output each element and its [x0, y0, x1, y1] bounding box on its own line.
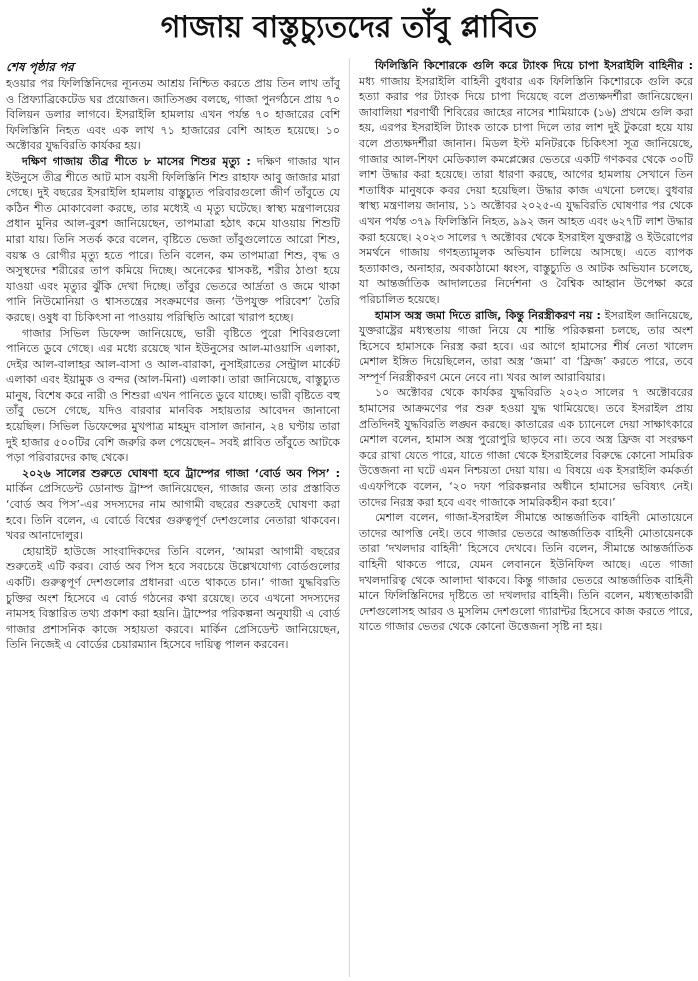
paragraph — [6, 76, 340, 154]
paragraph-text: মেশাল বলেন, গাজা-ইসরাইল সীমান্তে আন্তর্জাতিক বাহিনী মোতায়েনে তাদের আপত্তি নেই। তবে গাজার ভেতরে আন্তর্জাতিক বাহিনী মোতায়েনকে তারা ‘দখলদার বাহিনী’ হিসেবে দেখবে। তিনি বলেন, সীমান্তে আন্তর্জাতিক বাহিনী থাকতে পারে, যেমন লেবাননে ইউনিফিল আছে। এতে গাজা দখলদারিত্ব থেকে আলাদা থাকবে। কিন্তু গাজার ভেতরে আন্তর্জাতিক বাহিনী মানে ফিলিস্তিনিদের দৃষ্টিতে তা দখলদার বাহিনী। তিনি বলেন, মধ্যস্থতাকারী দেশগুলোসহ আরব ও মুসলিম দেশগুলো গ্যারান্টর হিসেবে কাজ করতে পারে, যাতে গাজার ভেতর থেকে কোনো উত্তেজনা সৃষ্টি না হয়। — [359, 511, 693, 634]
headline: গাজায় বাস্তুচ্যুতদের তাঁবু প্লাবিত — [160, 10, 538, 45]
paragraph-text: দক্ষিণ গাজার খান ইউনুসে তীব্র শীতে আট মাস বয়সী ফিলিস্তিনি শিশু রাহাফ আবু জাজার মারা গেছে। দুই বছরের ইসরাইলি হামলায় বাস্তুচ্যুত পরিবারগুলো জীর্ণ তাঁবুতে যে কঠিন শীত মোকাবেলা করছে, তার মধ্যেই এ মৃত্যু ঘটেছে। স্বাস্থ্য মন্ত্রণালয়ের প্রধান মুনির আল-বুরশ জানিয়েছেন, তাপমাত্রা হঠাৎ কমে যাওয়ায় শিশুটি মারা যায়। তিনি সতর্ক করে বলেন, বৃষ্টিতে ভেজা তাঁবুগুলোতে আরো শিশু, বয়স্ক ও রোগীর মৃত্যু হতে পারে। তিনি বলেন, কম তাপমাত্রা শিশু, বৃদ্ধ ও অসুস্থদের শরীরের তাপ কমিয়ে দিচ্ছে। অনেকের শ্বাসকষ্ট, শরীর ঠাণ্ডা হয়ে যাওয়া এবং মৃত্যুর ঝুঁকি দেখা দিচ্ছে। তাঁবুর ভেতরে আর্দ্রতা ও জমে থাকা পানি নিউমোনিয়া ও শ্বাসতন্ত্রের সংক্রমণের জন্য ‘উপযুক্ত পরিবেশ’ তৈরি করছে। ওষুধ বা চিকিৎসা না পাওয়ায় পরিস্থিতি আরো খারাপ হচ্ছে। — [6, 154, 340, 324]
paragraph — [359, 58, 693, 308]
column-divider — [349, 58, 350, 977]
subhead: হামাস অস্ত্র জমা দিতে রাজি, কিন্তু নিরস্ত্রীকরণ নয় : — [375, 308, 601, 322]
subhead: ২০২৬ সালের শুরুতে ঘোষণা হবে ট্রাম্পের গাজা ‘বোর্ড অব পিস’ : — [22, 466, 340, 480]
paragraph-text: ১০ অক্টোবর থেকে কার্যকর যুদ্ধবিরতি ২০২৩ সালের ৭ অক্টোবরের হামাসের আক্রমণের পর শুরু হওয়া যুদ্ধ থামিয়েছে। তবে ইসরাইল প্রায় প্রতিদিনই যুদ্ধবিরতি লঙ্ঘন করছে। কাতারের এক চ্যানেলে দেয়া সাক্ষাৎকারে মেশাল বলেন, হামাস অস্ত্র পুরোপুরি ছাড়বে না। তবে অস্ত্র ফ্রিজ বা সংরক্ষণ করে রাখা যেতে পারে, যাতে গাজা থেকে ইসরাইলের বিরুদ্ধে কোনো সামরিক উত্তেজনা না ঘটে এমন নিশ্চয়তা দেয়া যায়। এ বিষয়ে এক ইসরাইলি কর্মকর্তা এএফপিকে বলেন, ‘২০ দফা পরিকল্পনার অধীনে হামাসের ভবিষ্যৎ নেই। তাদের নিরস্ত্র করা হবে এবং গাজাকে সামরিকহীন করা হবে।’ — [359, 386, 693, 509]
paragraph-text: ইসরাইল জানিয়েছে, যুক্তরাষ্ট্রের মধ্যস্থতায় গাজা নিয়ে যে শান্তি পরিকল্পনা চলছে, তার অংশ হিসেবে হামাসকে নিরস্ত্র করা হবে। এর আগে হামাসের শীর্ষ নেতা খালেদ মেশাল ইঙ্গিত দিয়েছিলেন, তারা অস্ত্র ‘জমা’ বা ‘ফ্রিজ’ করতে পারে, তবে সম্পূর্ণ নিরস্ত্রীকরণ মেনে নেবে না। খবর আল আরাবিয়ার। — [359, 308, 693, 384]
paragraph-text: হোয়াইট হাউজে সাংবাদিকদের তিনি বলেন, ‘আমরা আগামী বছরের শুরুতেই এটি করব। বোর্ড অব পিস হবে সবচেয়ে উল্লেখযোগ্য বোর্ডগুলোর একটি। গুরুত্বপূর্ণ দেশগুলোর প্রধানরা এতে থাকতে চান।’ গাজা যুদ্ধবিরতি চুক্তির অংশ হিসেবে এ বোর্ড গঠনের কথা রয়েছে। তবে এখনো সদস্যদের নামসহ বিস্তারিত তথ্য প্রকাশ করা হয়নি। ট্রাম্পের পরিকল্পনা অনুযায়ী এ বোর্ড গাজার প্রশাসনিক কাজে সহায়তা করবে। মার্কিন প্রেসিডেন্ট জানিয়েছেন, তিনি নিজেই এ বোর্ডের চেয়ারম্যান হিসেবে দায়িত্ব পালন করবেন। — [6, 544, 340, 652]
continuation-label: শেষ পৃষ্ঠার পর — [6, 60, 74, 74]
right-column — [359, 58, 693, 635]
paragraph — [6, 154, 340, 326]
columns — [6, 58, 692, 977]
paragraph — [6, 326, 340, 466]
paragraph — [6, 466, 340, 544]
left-column — [6, 58, 340, 653]
paragraph-text: হওয়ার পর ফিলিস্তিনিদের ন্যূনতম আশ্রয় নিশ্চিত করতে প্রায় তিন লাখ তাঁবু ও প্রিফ্যাব্রিকেটেড ঘর প্রয়োজন। জাতিসঙ্ঘ বলছে, গাজা পুনর্গঠনে প্রায় ৭০ বিলিয়ন ডলার লাগবে। ইসরাইলি হামলায় এখন পর্যন্ত ৭০ হাজারের বেশি ফিলিস্তিনি নিহত এবং এক লাখ ৭১ হাজারের বেশি আহত হয়েছে। ১০ অক্টোবর যুদ্ধবিরতি কার্যকর হয়। — [6, 77, 340, 153]
paragraph — [359, 308, 693, 386]
paragraph-text: মধ্য গাজায় ইসরাইলি বাহিনী বুধবার এক ফিলিস্তিনি কিশোরকে গুলি করে হত্যা করার পর ট্যাংক দিয়ে চাপা দিয়েছে বলে প্রত্যক্ষদর্শীরা জানিয়েছেন। জাবালিয়া শরণার্থী শিবিরের জাহের নাসের শামিয়াকে (১৬) প্রথমে গুলি করা হয়, এরপর ইসরাইলি ট্যাংক তাকে চাপা দিলে তার লাশ দুই টুকরো হয়ে যায় বলে প্রত্যক্ষদর্শীরা জানান। মিডল ইস্ট মনিটরকে চিকিৎসা সূত্র জানিয়েছে, গাজার আল-শিফা মেডিক্যাল কমপ্লেক্সের ভেতরে একটি গণকবর থেকে ৩০টি লাশ উদ্ধার করা হয়েছে। তারা ধারণা করছে, আগের হামলায় সেখানে তিন শতাধিক মানুষকে কবর দেয়া হয়েছিল। উদ্ধার কাজ এখনো চলছে। বুধবার স্বাস্থ্য মন্ত্রণালয় জানায়, ১১ অক্টোবর ২০২৫-এ যুদ্ধবিরতি ঘোষণার পর থেকে এখন পর্যন্ত ৩৭৯ ফিলিস্তিনি নিহত, ৯৯২ জন আহত এবং ৬২৭টি লাশ উদ্ধার করা হয়েছে। ২০২৩ সালের ৭ অক্টোবর থেকে ইসরাইল যুক্তরাষ্ট্র ও ইউরোপের সমর্থনে গাজায় গণহত্যামূলক অভিযান চালিয়ে আসছে। এতে ব্যাপক হত্যাকাণ্ড, অনাহার, অবকাঠামো ধ্বংস, বাস্তুচ্যুতি ও আটক অভিযান চলেছে, যা আন্তর্জাতিক আদালতের নির্দেশনা ও বৈশ্বিক আহ্বান উপেক্ষা করে পরিচালিত হয়েছে। — [359, 74, 693, 306]
paragraph-text: গাজার সিভিল ডিফেন্স জানিয়েছে, ভারী বৃষ্টিতে পুরো শিবিরগুলো পানিতে ডুবে গেছে। এর মধ্যে রয়েছে খান ইউনুসের আল-মাওয়াসি এলাকা, দেইর আল-বালাহর আল-বাসা ও আল-বারাকা, নুসাইরাতের সেন্ট্রাল মার্কেট এলাকা এবং ইয়ামুক ও বন্দর (আল-মিনা) এলাকা। তারা জানিয়েছে, বাস্তুচ্যুত মানুষ, বিশেষ করে নারী ও শিশুরা এখন পানিতে ডুবে যাচ্ছে। ভারী বৃষ্টিতে বহু তাঁবু ভেসে গেছে, যদিও বারবার মানবিক সহায়তার আবেদন জানানো হয়েছিল। সিভিল ডিফেন্সের মুখপাত্র মাহমুদ বাসাল জানান, ২৪ ঘণ্টায় তারা দুই হাজার ৫০০টির বেশি জরুরি কল পেয়েছেন– সবই প্লাবিত তাঁবুতে আটকে পড়া পরিবারদের কাছ থেকে। — [6, 326, 340, 465]
paragraph — [6, 544, 340, 653]
subhead: দক্ষিণ গাজায় তীব্র শীতে ৮ মাসের শিশুর মৃত্যু : — [22, 154, 251, 168]
paragraph-text: মার্কিন প্রেসিডেন্ট ডোনাল্ড ট্রাম্প জানিয়েছেন, গাজার জন্য তার প্রস্তাবিত ‘বোর্ড অব পিস’-এর সদস্যদের নাম আগামী বছরের শুরুতেই ঘোষণা করা হবে। তিনি বলেন, এ বোর্ডে বিশ্বের গুরুত্বপূর্ণ দেশগুলোর নেতারা থাকবেন। খবর আনাদোলুর। — [6, 482, 340, 543]
paragraph — [359, 510, 693, 635]
paragraph — [359, 385, 693, 510]
subhead: ফিলিস্তিনি কিশোরকে গুলি করে ট্যাংক দিয়ে চাপা ইসরাইলি বাহিনীর : — [375, 59, 693, 72]
